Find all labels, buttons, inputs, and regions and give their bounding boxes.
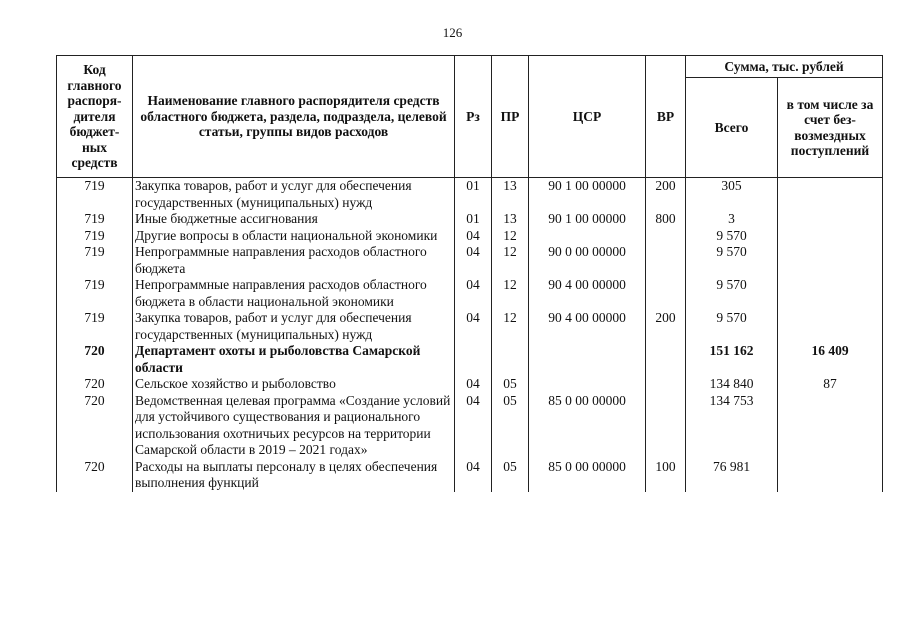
cell-vr	[646, 244, 686, 277]
cell-pr: 05	[492, 459, 529, 492]
table-row	[57, 310, 883, 343]
cell-total: 9 570	[686, 244, 778, 277]
cell-csr: 85 0 00 00000	[529, 393, 646, 459]
cell-code: 720	[57, 376, 133, 393]
cell-csr	[529, 228, 646, 245]
cell-pr: 12	[492, 228, 529, 245]
header-csr: ЦСР	[529, 56, 646, 178]
cell-gratis	[778, 459, 883, 492]
table-row	[57, 178, 883, 212]
cell-rz	[455, 343, 492, 376]
cell-total: 76 981	[686, 459, 778, 492]
cell-rz: 04	[455, 310, 492, 343]
header-gratis: в том числе за счет без-возмездных поступлений	[778, 78, 883, 178]
cell-rz: 04	[455, 244, 492, 277]
cell-csr: 90 1 00 00000	[529, 211, 646, 228]
table-body	[57, 178, 883, 492]
cell-code: 719	[57, 244, 133, 277]
cell-csr: 85 0 00 00000	[529, 459, 646, 492]
cell-gratis	[778, 393, 883, 459]
cell-total: 305	[686, 178, 778, 212]
cell-total: 151 162	[686, 343, 778, 376]
cell-rz: 01	[455, 178, 492, 212]
cell-gratis: 87	[778, 376, 883, 393]
cell-vr: 100	[646, 459, 686, 492]
cell-rz: 04	[455, 277, 492, 310]
cell-code: 719	[57, 310, 133, 343]
cell-vr: 200	[646, 178, 686, 212]
cell-csr: 90 4 00 00000	[529, 277, 646, 310]
cell-pr: 12	[492, 244, 529, 277]
cell-code: 719	[57, 228, 133, 245]
cell-total: 134 840	[686, 376, 778, 393]
cell-vr: 200	[646, 310, 686, 343]
cell-vr: 800	[646, 211, 686, 228]
cell-code: 719	[57, 211, 133, 228]
budget-table	[56, 55, 883, 492]
cell-rz: 01	[455, 211, 492, 228]
cell-rz: 04	[455, 393, 492, 459]
table-row	[57, 277, 883, 310]
table-row	[57, 376, 883, 393]
header-vr: ВР	[646, 56, 686, 178]
cell-gratis	[778, 178, 883, 212]
page-number: 126	[442, 25, 463, 40]
cell-code: 720	[57, 393, 133, 459]
cell-code: 720	[57, 459, 133, 492]
table-row	[57, 459, 883, 492]
cell-total: 134 753	[686, 393, 778, 459]
cell-gratis	[778, 228, 883, 245]
header-total: Всего	[686, 78, 778, 178]
cell-csr: 90 1 00 00000	[529, 178, 646, 212]
header-code: Код главного распоря-дителя бюджет-ных средств	[57, 56, 133, 178]
cell-name: Другие вопросы в области национальной экономики	[133, 228, 455, 245]
cell-pr: 12	[492, 277, 529, 310]
table-row	[57, 211, 883, 228]
cell-gratis: 16 409	[778, 343, 883, 376]
table-row	[57, 228, 883, 245]
cell-name: Расходы на выплаты персоналу в целях обеспечения выполнения функций	[133, 459, 455, 492]
cell-rz: 04	[455, 459, 492, 492]
cell-gratis	[778, 244, 883, 277]
cell-gratis	[778, 277, 883, 310]
table-row	[57, 244, 883, 277]
cell-total: 9 570	[686, 310, 778, 343]
cell-name: Ведомственная целевая программа «Создание условий для устойчивого существования и рационального использования охотничьих ресурсов на территории Самарской области в 2019 – 2021 годах»	[133, 393, 455, 459]
cell-total: 9 570	[686, 277, 778, 310]
cell-total: 9 570	[686, 228, 778, 245]
cell-vr	[646, 376, 686, 393]
cell-code: 720	[57, 343, 133, 376]
cell-name: Закупка товаров, работ и услуг для обеспечения государственных (муниципальных) нужд	[133, 310, 455, 343]
cell-code: 719	[57, 178, 133, 212]
cell-code: 719	[57, 277, 133, 310]
cell-pr	[492, 343, 529, 376]
header-name: Наименование главного распорядителя средств областного бюджета, раздела, подраздела, целевой статьи, группы видов расходов	[133, 56, 455, 178]
header-sum: Сумма, тыс. рублей	[686, 56, 883, 78]
cell-csr	[529, 343, 646, 376]
cell-total: 3	[686, 211, 778, 228]
table-row	[57, 393, 883, 459]
cell-name: Сельское хозяйство и рыболовство	[133, 376, 455, 393]
cell-pr: 05	[492, 376, 529, 393]
cell-name: Закупка товаров, работ и услуг для обеспечения государственных (муниципальных) нужд	[133, 178, 455, 212]
cell-pr: 13	[492, 178, 529, 212]
cell-vr	[646, 343, 686, 376]
cell-vr	[646, 228, 686, 245]
cell-name: Иные бюджетные ассигнования	[133, 211, 455, 228]
cell-gratis	[778, 310, 883, 343]
cell-pr: 05	[492, 393, 529, 459]
cell-vr	[646, 393, 686, 459]
cell-name: Непрограммные направления расходов областного бюджета в области национальной экономики	[133, 277, 455, 310]
cell-pr: 12	[492, 310, 529, 343]
cell-name: Непрограммные направления расходов областного бюджета	[133, 244, 455, 277]
cell-rz: 04	[455, 376, 492, 393]
cell-name: Департамент охоты и рыболовства Самарской области	[133, 343, 455, 376]
cell-gratis	[778, 211, 883, 228]
cell-vr	[646, 277, 686, 310]
cell-csr: 90 4 00 00000	[529, 310, 646, 343]
header-rz: Рз	[455, 56, 492, 178]
header-pr: ПР	[492, 56, 529, 178]
cell-rz: 04	[455, 228, 492, 245]
cell-csr: 90 0 00 00000	[529, 244, 646, 277]
cell-pr: 13	[492, 211, 529, 228]
cell-csr	[529, 376, 646, 393]
table-row	[57, 343, 883, 376]
